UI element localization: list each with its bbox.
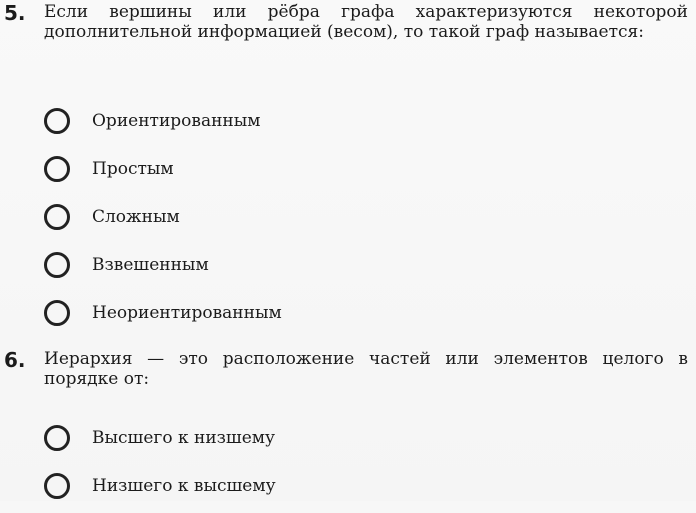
q5-option-2[interactable] [44, 148, 696, 190]
option-label: Сложным [92, 207, 180, 227]
question-5-number: 5. [4, 1, 26, 25]
question-6-header [0, 349, 696, 389]
option-label: Простым [92, 159, 174, 179]
q5-option-5[interactable] [44, 292, 696, 334]
radio-button[interactable] [44, 300, 70, 326]
q5-option-1[interactable] [44, 100, 696, 142]
question-5-options [44, 100, 696, 340]
question-6-number: 6. [4, 348, 26, 372]
q6-option-1[interactable] [44, 417, 696, 459]
option-label: Неориентированным [92, 303, 282, 323]
question-5-text: Если вершины или рёбра графа характеризуются некоторой дополнительной информацией (весом), то такой граф называется: [44, 2, 688, 42]
radio-button[interactable] [44, 204, 70, 230]
question-6-options [44, 417, 696, 513]
question-5-header [0, 2, 696, 42]
radio-button[interactable] [44, 252, 70, 278]
radio-button[interactable] [44, 156, 70, 182]
option-label: Взвешенным [92, 255, 209, 275]
q5-option-4[interactable] [44, 244, 696, 286]
option-label: Низшего к высшему [92, 476, 276, 496]
radio-button[interactable] [44, 425, 70, 451]
option-label: Высшего к низшему [92, 428, 276, 448]
radio-button[interactable] [44, 473, 70, 499]
option-label: Ориентированным [92, 111, 261, 131]
radio-button[interactable] [44, 108, 70, 134]
question-6-text: Иерархия — это расположение частей или элементов целого в порядке от: [44, 349, 688, 389]
question-5 [0, 2, 696, 42]
q5-option-3[interactable] [44, 196, 696, 238]
question-6 [0, 349, 696, 389]
